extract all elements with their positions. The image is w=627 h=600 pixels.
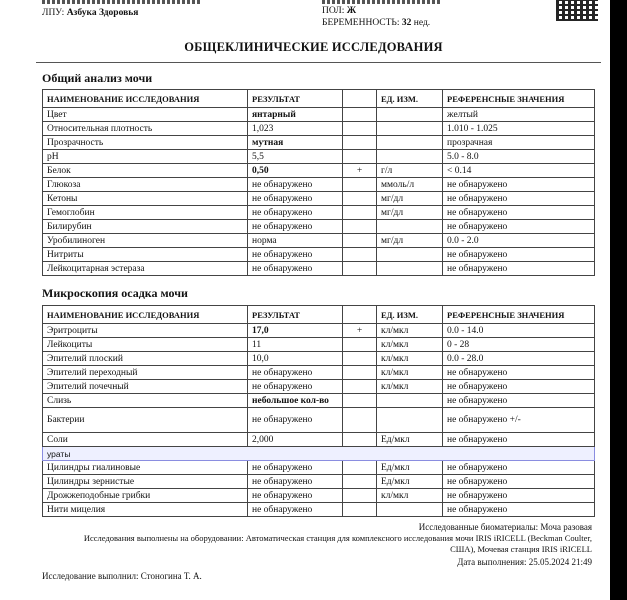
- flag-cell: [343, 108, 377, 122]
- result-cell: не обнаружено: [248, 461, 343, 475]
- table-row: [43, 447, 595, 461]
- unit-cell: ммоль/л: [377, 178, 443, 192]
- unit-cell: [377, 503, 443, 517]
- table-row: [43, 178, 595, 192]
- biomaterial-note: Исследованные биоматериалы: Моча разовая: [418, 522, 592, 532]
- test-name-cell: Относительная плотность: [43, 122, 248, 136]
- col-header-name: НАИМЕНОВАНИЕ ИССЛЕДОВАНИЯ: [43, 306, 248, 324]
- reference-cell: прозрачная: [443, 136, 595, 150]
- result-cell: не обнаружено: [248, 206, 343, 220]
- result-cell: небольшое кол-во: [248, 394, 343, 408]
- table-header-row: [43, 306, 595, 324]
- unit-cell: кл/мкл: [377, 352, 443, 366]
- table-row: [43, 108, 595, 122]
- reference-cell: не обнаружено: [443, 489, 595, 503]
- table-row: [43, 394, 595, 408]
- unit-cell: г/л: [377, 164, 443, 178]
- col-header-result: РЕЗУЛЬТАТ: [248, 306, 343, 324]
- test-name-cell: Цвет: [43, 108, 248, 122]
- flag-cell: [343, 262, 377, 276]
- unit-cell: [377, 408, 443, 433]
- result-cell: 5,5: [248, 150, 343, 164]
- flag-cell: [343, 366, 377, 380]
- flag-cell: [343, 248, 377, 262]
- test-name-cell: Цилиндры гиалиновые: [43, 461, 248, 475]
- sex-line: [322, 5, 356, 17]
- reference-cell: 0.0 - 14.0: [443, 324, 595, 338]
- table-row: [43, 234, 595, 248]
- col-header-reference: РЕФЕРЕНСНЫЕ ЗНАЧЕНИЯ: [443, 306, 595, 324]
- test-name-cell: Гемоглобин: [43, 206, 248, 220]
- cropped-header-line-left: [42, 0, 202, 4]
- unit-cell: [377, 394, 443, 408]
- equipment-note-line1: Исследования выполнены на оборудовании: Автоматическая станция для комплексного исследования мочи IRIS iRICELL (Beckman Coulter,: [83, 533, 592, 543]
- result-cell: не обнаружено: [248, 192, 343, 206]
- table-row: [43, 475, 595, 489]
- reference-cell: не обнаружено: [443, 366, 595, 380]
- result-cell: мутная: [248, 136, 343, 150]
- test-name-cell: pH: [43, 150, 248, 164]
- flag-cell: [343, 475, 377, 489]
- reference-cell: не обнаружено: [443, 262, 595, 276]
- result-cell: 10,0: [248, 352, 343, 366]
- scan-border: [610, 0, 627, 600]
- unit-cell: кл/мкл: [377, 380, 443, 394]
- flag-cell: [343, 380, 377, 394]
- pregnancy-line: [322, 17, 430, 29]
- result-cell: янтарный: [248, 108, 343, 122]
- table-row: [43, 408, 595, 433]
- completion-date: Дата выполнения: 25.05.2024 21:49: [457, 557, 592, 567]
- reference-cell: не обнаружено: [443, 192, 595, 206]
- result-cell: не обнаружено: [248, 262, 343, 276]
- reference-cell: не обнаружено: [443, 461, 595, 475]
- flag-cell: +: [343, 164, 377, 178]
- reference-cell: не обнаружено: [443, 220, 595, 234]
- flag-cell: [343, 178, 377, 192]
- test-name-cell: Соли: [43, 433, 248, 447]
- reference-cell: 0.0 - 28.0: [443, 352, 595, 366]
- flag-cell: [343, 338, 377, 352]
- lpu-value: Азбука Здоровья: [66, 8, 139, 18]
- test-name-cell: Дрожжеподобные грибки: [43, 489, 248, 503]
- flag-cell: [343, 352, 377, 366]
- table-row: [43, 248, 595, 262]
- flag-cell: [343, 394, 377, 408]
- reference-cell: 1.010 - 1.025: [443, 122, 595, 136]
- unit-cell: [377, 136, 443, 150]
- equipment-note-line2: США), Мочевая станция IRIS iRICELL: [450, 544, 592, 554]
- test-name-cell: Прозрачность: [43, 136, 248, 150]
- pregnancy-value: 32: [401, 18, 412, 28]
- table-row: [43, 433, 595, 447]
- unit-cell: мг/дл: [377, 234, 443, 248]
- col-header-reference: РЕФЕРЕНСНЫЕ ЗНАЧЕНИЯ: [443, 90, 595, 108]
- table-row: [43, 366, 595, 380]
- col-header-flag: [343, 306, 377, 324]
- reference-cell: не обнаружено: [443, 394, 595, 408]
- flag-cell: [343, 234, 377, 248]
- reference-cell: не обнаружено: [443, 503, 595, 517]
- unit-cell: [377, 150, 443, 164]
- reference-cell: желтый: [443, 108, 595, 122]
- unit-cell: Ед/мкл: [377, 461, 443, 475]
- reference-cell: не обнаружено: [443, 433, 595, 447]
- result-cell: не обнаружено: [248, 475, 343, 489]
- table-row: [43, 338, 595, 352]
- result-cell: не обнаружено: [248, 248, 343, 262]
- test-name-cell: Эпителий плоский: [43, 352, 248, 366]
- result-cell: не обнаружено: [248, 380, 343, 394]
- reference-cell: не обнаружено +/-: [443, 408, 595, 433]
- test-name-cell: Эритроциты: [43, 324, 248, 338]
- urine-analysis-table: [42, 89, 595, 276]
- unit-cell: [377, 122, 443, 136]
- test-name-cell: Белок: [43, 164, 248, 178]
- lpu-line: [42, 7, 138, 19]
- col-header-unit: ЕД. ИЗМ.: [377, 90, 443, 108]
- test-name-cell: Лейкоциты: [43, 338, 248, 352]
- reference-cell: 0 - 28: [443, 338, 595, 352]
- table-row: [43, 136, 595, 150]
- table-row: [43, 192, 595, 206]
- reference-cell: не обнаружено: [443, 475, 595, 489]
- result-cell: 17,0: [248, 324, 343, 338]
- reference-cell: не обнаружено: [443, 178, 595, 192]
- test-name-cell: Кетоны: [43, 192, 248, 206]
- flag-cell: [343, 220, 377, 234]
- result-cell: не обнаружено: [248, 366, 343, 380]
- flag-cell: [343, 489, 377, 503]
- result-cell: не обнаружено: [248, 408, 343, 433]
- table-header-row: [43, 90, 595, 108]
- test-name-cell: Слизь: [43, 394, 248, 408]
- page-title: ОБЩЕКЛИНИЧЕСКИЕ ИССЛЕДОВАНИЯ: [184, 40, 443, 54]
- table-row: [43, 503, 595, 517]
- result-cell: 0,50: [248, 164, 343, 178]
- performer-line: Исследование выполнил: Стоногина Т. А.: [42, 571, 202, 581]
- unit-cell: Ед/мкл: [377, 433, 443, 447]
- unit-cell: кл/мкл: [377, 366, 443, 380]
- cropped-header-line-right: [322, 0, 442, 4]
- table-row: [43, 122, 595, 136]
- unit-cell: кл/мкл: [377, 324, 443, 338]
- lpu-label: ЛПУ:: [42, 8, 65, 18]
- sex-value: Ж: [346, 6, 357, 16]
- test-name-cell: Эпителий почечный: [43, 380, 248, 394]
- flag-cell: [343, 192, 377, 206]
- result-cell: 2,000: [248, 433, 343, 447]
- table-row: [43, 489, 595, 503]
- test-name-cell: Глюкоза: [43, 178, 248, 192]
- test-name-cell: Лейкоцитарная эстераза: [43, 262, 248, 276]
- flag-cell: [343, 136, 377, 150]
- col-header-unit: ЕД. ИЗМ.: [377, 306, 443, 324]
- flag-cell: [343, 461, 377, 475]
- pregnancy-unit: нед.: [413, 18, 431, 28]
- unit-cell: кл/мкл: [377, 338, 443, 352]
- unit-cell: мг/дл: [377, 192, 443, 206]
- col-header-flag: [343, 90, 377, 108]
- sex-label: ПОЛ:: [322, 6, 345, 16]
- title-divider: [36, 62, 601, 63]
- test-name-cell: Уробилиноген: [43, 234, 248, 248]
- test-name-cell: Билирубин: [43, 220, 248, 234]
- salts-type-note: ураты: [43, 447, 595, 461]
- reference-cell: 0.0 - 2.0: [443, 234, 595, 248]
- col-header-result: РЕЗУЛЬТАТ: [248, 90, 343, 108]
- test-name-cell: Бактерии: [43, 408, 248, 433]
- unit-cell: мг/дл: [377, 206, 443, 220]
- unit-cell: [377, 108, 443, 122]
- result-cell: не обнаружено: [248, 178, 343, 192]
- sediment-microscopy-table: [42, 305, 595, 517]
- unit-cell: Ед/мкл: [377, 475, 443, 489]
- table-row: [43, 206, 595, 220]
- result-cell: норма: [248, 234, 343, 248]
- urine-section-title: Общий анализ мочи: [42, 71, 153, 85]
- reference-cell: не обнаружено: [443, 206, 595, 220]
- result-cell: не обнаружено: [248, 489, 343, 503]
- reference-cell: не обнаружено: [443, 248, 595, 262]
- unit-cell: [377, 248, 443, 262]
- table-row: [43, 461, 595, 475]
- test-name-cell: Эпителий переходный: [43, 366, 248, 380]
- result-cell: не обнаружено: [248, 503, 343, 517]
- pregnancy-label: БЕРЕМЕННОСТЬ:: [322, 18, 400, 28]
- result-cell: 11: [248, 338, 343, 352]
- col-header-name: НАИМЕНОВАНИЕ ИССЛЕДОВАНИЯ: [43, 90, 248, 108]
- test-name-cell: Цилиндры зернистые: [43, 475, 248, 489]
- table-row: [43, 324, 595, 338]
- flag-cell: [343, 122, 377, 136]
- unit-cell: кл/мкл: [377, 489, 443, 503]
- result-cell: не обнаружено: [248, 220, 343, 234]
- unit-cell: [377, 262, 443, 276]
- flag-cell: [343, 503, 377, 517]
- table-row: [43, 262, 595, 276]
- reference-cell: < 0.14: [443, 164, 595, 178]
- flag-cell: [343, 433, 377, 447]
- table-row: [43, 164, 595, 178]
- flag-cell: [343, 206, 377, 220]
- flag-cell: +: [343, 324, 377, 338]
- flag-cell: [343, 408, 377, 433]
- flag-cell: [343, 150, 377, 164]
- reference-cell: 5.0 - 8.0: [443, 150, 595, 164]
- reference-cell: не обнаружено: [443, 380, 595, 394]
- micro-section-title: Микроскопия осадка мочи: [42, 286, 188, 300]
- table-row: [43, 220, 595, 234]
- table-row: [43, 352, 595, 366]
- test-name-cell: Нити мицелия: [43, 503, 248, 517]
- test-name-cell: Нитриты: [43, 248, 248, 262]
- result-cell: 1,023: [248, 122, 343, 136]
- table-row: [43, 150, 595, 164]
- qr-code-icon: [556, 0, 598, 21]
- table-row: [43, 380, 595, 394]
- unit-cell: [377, 220, 443, 234]
